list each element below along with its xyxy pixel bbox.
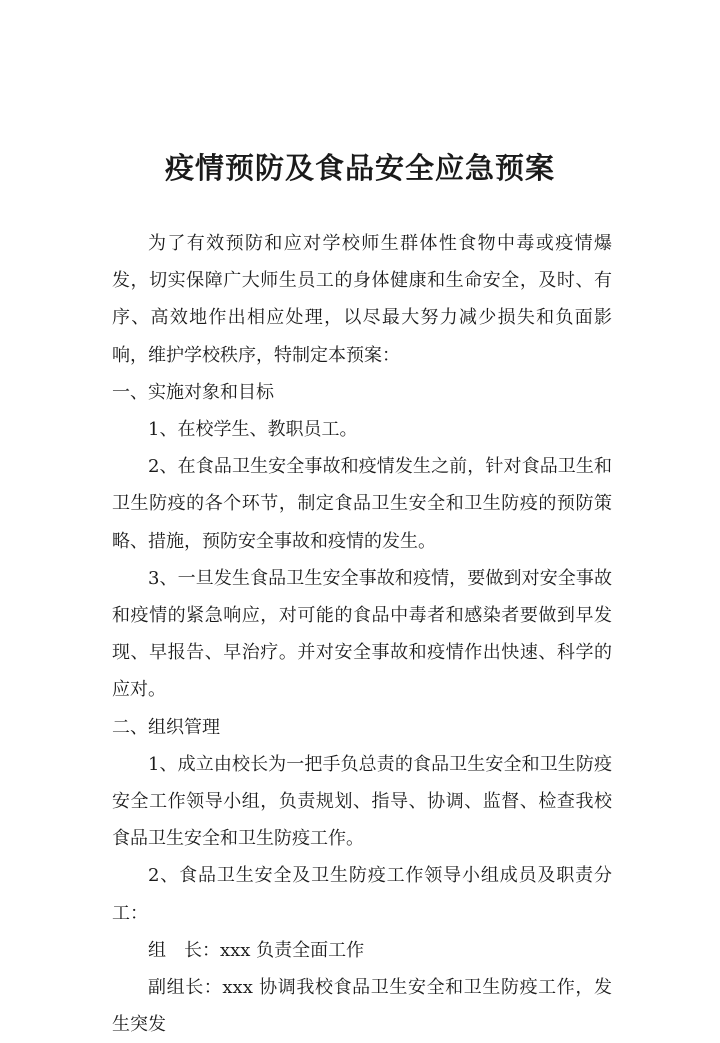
section2-item-1: 1、成立由校长为一把手负总责的食品卫生安全和卫生防疫安全工作领导小组，负责规划、指导、协调、监督、检查我校食品卫生安全和卫生防疫工作。	[112, 753, 612, 850]
section1-item-3: 3、一旦发生食品卫生安全事故和疫情，要做到对安全事故和疫情的紧急响应，对可能的食品中毒者和感染者要做到早发现、早报告、早治疗。并对安全事故和疫情作出快速、科学的应对。	[112, 567, 612, 701]
section2-item-2: 2、食品卫生安全及卫生防疫工作领导小组成员及职责分工：	[112, 865, 612, 924]
intro-paragraph: 为了有效预防和应对学校师生群体性食物中毒或疫情爆发，切实保障广大师生员工的身体健康和生命安全，及时、有序、高效地作出相应处理，以尽最大努力减少损失和负面影响，维护学校秩序，特制定本预案：	[112, 233, 612, 366]
member-leader: 组 长：xxx 负责全面工作	[148, 939, 365, 961]
document-body	[112, 225, 612, 1043]
section1-item-1: 1、在校学生、教职员工。	[148, 419, 358, 441]
section1-item-2: 2、在食品卫生安全事故和疫情发生之前，针对食品卫生和卫生防疫的各个环节，制定食品卫生安全和卫生防疫的预防策略、措施，预防安全事故和疫情的发生。	[112, 456, 612, 552]
section-heading-2: 二、组织管理	[112, 716, 220, 738]
document-title: 疫情预防及食品安全应急预案	[164, 151, 555, 185]
member-deputy-leader: 副组长：xxx 协调我校食品卫生安全和卫生防疫工作，发生突发	[112, 977, 612, 1036]
section-heading-1: 一、实施对象和目标	[112, 381, 274, 403]
